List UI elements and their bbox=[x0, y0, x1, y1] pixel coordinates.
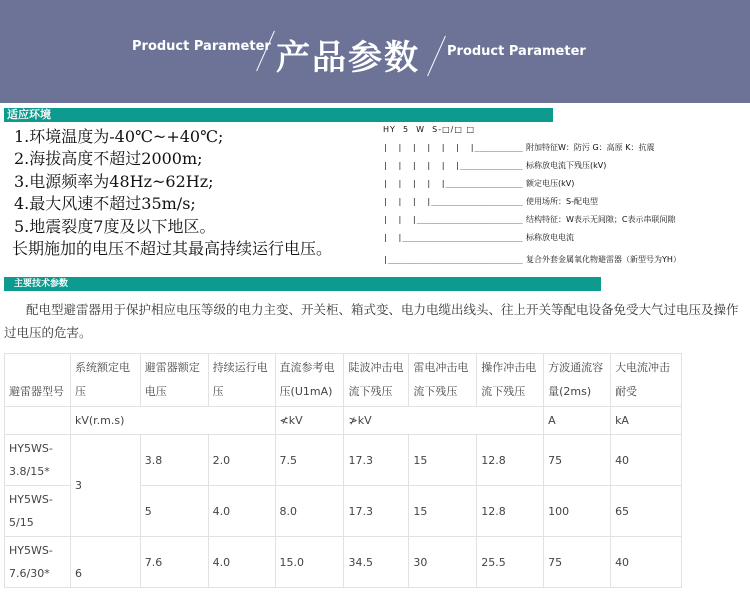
code-desc-additional: 附加特征W：防污 G：高原 K：抗震 bbox=[526, 143, 655, 152]
table-cell: 25.5 bbox=[477, 537, 544, 588]
table-cell: 30 bbox=[409, 537, 477, 588]
code-desc-rated-voltage: 额定电压(kV) bbox=[526, 179, 575, 188]
table-header-cell: 陡波冲击电流下残压 bbox=[344, 354, 409, 407]
model-cell: HY5WS-5/15 bbox=[5, 486, 71, 537]
banner-english-left: Product Parameter bbox=[132, 39, 271, 54]
code-desc-residual: 标称放电流下残压(kV) bbox=[526, 161, 607, 170]
table-cell: 100 bbox=[544, 486, 611, 537]
system-voltage-cell: 3 bbox=[70, 435, 140, 537]
table-unit-row bbox=[5, 407, 682, 435]
section-title-tech: 主要技术参数 bbox=[4, 277, 601, 291]
table-cell: 7.6 bbox=[140, 537, 208, 588]
table-cell: 75 bbox=[544, 537, 611, 588]
list-item: 4.最大风速不超过35m/s; bbox=[14, 194, 196, 214]
code-desc-product: 复合外套金属氧化物避雷器（新型号为YH） bbox=[526, 255, 681, 264]
environment-list bbox=[14, 126, 394, 260]
table-header-cell: 操作冲击电流下残压 bbox=[477, 354, 544, 407]
list-item: 2.海拔高度不超过2000m; bbox=[14, 149, 203, 169]
table-cell: 4.0 bbox=[208, 537, 275, 588]
table-cell: 3.8 bbox=[140, 435, 208, 486]
list-item: 1.环境温度为-40℃~+40℃; bbox=[14, 127, 224, 146]
table-cell: 12.8 bbox=[477, 486, 544, 537]
banner-divider-right bbox=[427, 36, 446, 77]
table-header-cell: 直流参考电压(U1mA) bbox=[275, 354, 344, 407]
table-cell: 5 bbox=[140, 486, 208, 537]
table-cell: 2.0 bbox=[208, 435, 275, 486]
table-header-row bbox=[5, 354, 682, 407]
unit-cell: kA bbox=[611, 407, 682, 435]
table-cell: 17.3 bbox=[344, 486, 409, 537]
table-cell: 65 bbox=[611, 486, 682, 537]
table-cell: 7.5 bbox=[275, 435, 344, 486]
table-cell: 17.3 bbox=[344, 435, 409, 486]
list-item: 5.地震裂度7度及以下地区。 bbox=[14, 216, 216, 236]
table-header-cell: 雷电冲击电流下残压 bbox=[409, 354, 477, 407]
table-cell: 15.0 bbox=[275, 537, 344, 588]
page-title: 产品参数 bbox=[276, 38, 420, 78]
system-voltage-cell: 6 bbox=[70, 537, 140, 588]
table-header-cell: 系统额定电压 bbox=[70, 354, 140, 407]
table-cell: 15 bbox=[409, 486, 477, 537]
code-stem: | | | | | | |__________ bbox=[383, 143, 523, 152]
environment-note: 长期施加的电压不超过其最高持续运行电压。 bbox=[12, 239, 333, 259]
table-header-cell: 避雷器额定电压 bbox=[140, 354, 208, 407]
code-desc-usage: 使用场所：S-配电型 bbox=[526, 197, 598, 206]
table-cell: 12.8 bbox=[477, 435, 544, 486]
section-title-environment: 适应环境 bbox=[4, 108, 553, 122]
table-cell: 75 bbox=[544, 435, 611, 486]
code-stem: | | | |___________________ bbox=[383, 197, 523, 206]
table-cell: 8.0 bbox=[275, 486, 344, 537]
model-cell: HY5WS-3.8/15* bbox=[5, 435, 71, 486]
unit-cell: kV(r.m.s) bbox=[70, 407, 275, 435]
table-row bbox=[5, 435, 682, 486]
parameter-table bbox=[4, 353, 682, 588]
table-cell: 40 bbox=[611, 435, 682, 486]
table-cell: 15 bbox=[409, 435, 477, 486]
table-header-cell: 大电流冲击耐受 bbox=[611, 354, 682, 407]
model-code-diagram bbox=[383, 121, 713, 271]
unit-cell: A bbox=[544, 407, 611, 435]
banner-english-right: Product Parameter bbox=[447, 44, 586, 59]
code-desc-discharge-current: 标称放电电流 bbox=[526, 233, 574, 242]
code-desc-structure: 结构特征：W表示无间隙；C表示串联间隙 bbox=[526, 215, 676, 224]
table-cell: 34.5 bbox=[344, 537, 409, 588]
model-code-header: HY 5 W S-□/□ □ bbox=[383, 125, 476, 134]
model-cell: HY5WS-7.6/30* bbox=[5, 537, 71, 588]
list-item: 3.电源频率为48Hz~62Hz; bbox=[14, 171, 214, 191]
intro-paragraph: 配电型避雷器用于保护相应电压等级的电力主变、开关柜、箱式变、电力电缆出线头、往上开关等配电设备免受大气过电压及操作过电压的危害。 bbox=[4, 302, 739, 340]
code-stem: |____________________________ bbox=[383, 255, 523, 264]
table-header-cell: 方波通流容量(2ms) bbox=[544, 354, 611, 407]
unit-cell: ≯kV bbox=[344, 407, 544, 435]
code-stem: | | | | |________________ bbox=[383, 179, 523, 188]
table-header-cell: 避雷器型号 bbox=[5, 354, 71, 407]
unit-cell: ≮kV bbox=[275, 407, 344, 435]
code-stem: | |_________________________ bbox=[383, 233, 523, 242]
table-row bbox=[5, 537, 682, 588]
code-stem: | | |______________________ bbox=[383, 215, 523, 224]
table-cell: 4.0 bbox=[208, 486, 275, 537]
header-banner bbox=[0, 0, 750, 103]
table-cell bbox=[5, 407, 71, 435]
table-cell: 40 bbox=[611, 537, 682, 588]
code-stem: | | | | | |_____________ bbox=[383, 161, 523, 170]
table-header-cell: 持续运行电压 bbox=[208, 354, 275, 407]
